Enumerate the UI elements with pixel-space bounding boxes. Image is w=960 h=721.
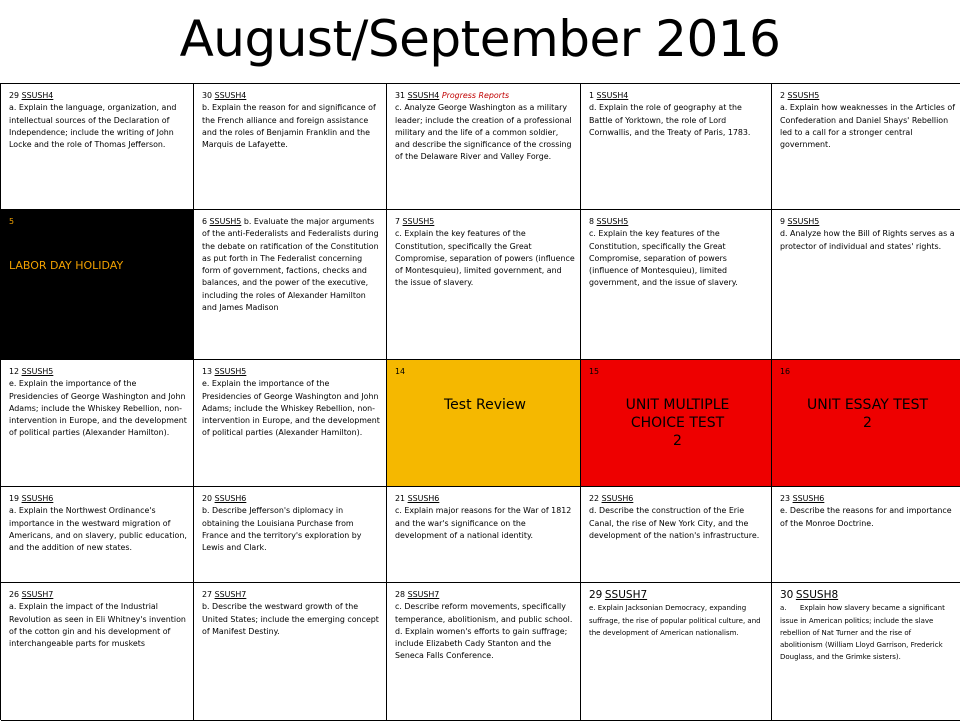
standard-code: SSUSH7 [407, 590, 440, 599]
day-cell-sep-21 [387, 487, 581, 583]
page-title: August/September 2016 [179, 10, 781, 68]
day-number: 1 [589, 91, 595, 100]
standard-text: a. Explain the Northwest Ordinance's importance in the westward migration of Americans, and on slavery, public education, and the addition of new states. [9, 506, 187, 553]
day-cell-sep-30 [772, 583, 960, 721]
day-cell-sep-27 [194, 583, 387, 721]
essay-test-label: UNIT ESSAY TEST 2 [806, 397, 929, 432]
standard-text: a. Explain the impact of the Industrial Revolution as seen in Eli Whitney's invention of the cotton gin and his development of interchangeable parts for muskets [9, 602, 186, 649]
day-cell-sep-5 [1, 210, 194, 360]
day-cell-aug-29 [1, 84, 194, 210]
standard-text: b. Evaluate the major arguments of the anti-Federalists and Federalists during the debate on ratification of the Constitution as put forth in The Federalist concerning form of government, factions, checks and balances, and the power of the executive, including the roles of Alexander Hamilton and James Madison [202, 217, 379, 313]
standard-text: d. Analyze how the Bill of Rights serves as a protector of individual and states' rights. [780, 229, 955, 251]
standard-text: b. Describe the westward growth of the United States; include the emerging concept of Manifest Destiny. [202, 602, 379, 636]
day-number: 7 [395, 217, 401, 226]
standard-text: e. Explain the importance of the Presidencies of George Washington and John Adams; include the Whiskey Rebellion, non-intervention in Europe, and the development of political parties (Alexander Hamilton). [202, 379, 380, 438]
progress-reports-note: Progress Reports [441, 91, 510, 100]
day-cell-sep-2 [772, 84, 960, 210]
day-number: 12 [9, 367, 20, 376]
day-number: 16 [780, 367, 791, 376]
standard-text: c. Explain the key features of the Constitution, specifically the Great Compromise, separation of powers (influence of Montesquieu), limited government, and the issue of slavery. [395, 229, 575, 288]
day-cell-sep-14 [387, 360, 581, 487]
standard-text: e. Explain Jacksonian Democracy, expanding suffrage, the rise of popular political culture, and the development of American nationalism. [589, 604, 761, 637]
day-cell-sep-8 [581, 210, 772, 360]
day-cell-sep-28 [387, 583, 581, 721]
standard-code: SSUSH6 [601, 494, 634, 503]
standard-code: SSUSH5 [214, 367, 247, 376]
standard-text: b. Describe Jefferson's diplomacy in obtaining the Louisiana Purchase from France and the territory's exploration by Lewis and Clark. [202, 506, 362, 553]
day-number: 14 [395, 367, 406, 376]
day-number: 30 [780, 589, 794, 601]
day-cell-sep-16 [772, 360, 960, 487]
day-number: 19 [9, 494, 20, 503]
day-cell-sep-19 [1, 487, 194, 583]
day-number: 30 [202, 91, 213, 100]
standard-code: SSUSH4 [21, 91, 54, 100]
multiple-choice-test-label: UNIT MULTIPLE CHOICE TEST 2 [625, 397, 730, 450]
day-number: 8 [589, 217, 595, 226]
standard-code: SSUSH6 [407, 494, 440, 503]
day-number: 22 [589, 494, 600, 503]
day-cell-sep-9 [772, 210, 960, 360]
day-number: 26 [9, 590, 20, 599]
standard-code: SSUSH5 [787, 217, 820, 226]
day-cell-sep-20 [194, 487, 387, 583]
day-cell-sep-15 [581, 360, 772, 487]
day-number: 9 [780, 217, 786, 226]
standard-text: e. Describe the reasons for and importance of the Monroe Doctrine. [780, 506, 952, 528]
day-number: 5 [9, 217, 15, 226]
standard-text: c. Explain the key features of the Constitution, specifically the Great Compromise, separation of powers (influence of Montesquieu), limited government, and the issue of slavery. [589, 229, 738, 288]
standard-text: c. Describe reform movements, specifically temperance, abolitionism, and public school. [395, 602, 573, 624]
day-cell-sep-12 [1, 360, 194, 487]
day-cell-sep-7 [387, 210, 581, 360]
day-cell-sep-29 [581, 583, 772, 721]
day-number: 15 [589, 367, 600, 376]
day-cell-sep-22 [581, 487, 772, 583]
day-cell-sep-26 [1, 583, 194, 721]
day-number: 29 [9, 91, 20, 100]
day-number: 31 [395, 91, 406, 100]
standard-code: SSUSH6 [792, 494, 825, 503]
day-number: 29 [589, 589, 603, 601]
day-number: 21 [395, 494, 406, 503]
holiday-label: LABOR DAY HOLIDAY [9, 259, 124, 273]
standard-code: SSUSH5 [787, 91, 820, 100]
day-number: 20 [202, 494, 213, 503]
day-cell-aug-31 [387, 84, 581, 210]
standard-code: SSUSH5 [21, 367, 54, 376]
standard-code: SSUSH6 [214, 494, 247, 503]
standard-text: e. Explain the importance of the Presidencies of George Washington and John Adams; include the Whiskey Rebellion, non-intervention in Europe, and the development of political parties (Alexander Hamilton). [9, 379, 187, 438]
standard-code: SSUSH4 [214, 91, 247, 100]
day-cell-aug-30 [194, 84, 387, 210]
standard-text-2: d. Explain women's efforts to gain suffrage; include Elizabeth Cady Stanton and the Seneca Falls Conference. [395, 626, 568, 661]
day-cell-sep-6 [194, 210, 387, 360]
standard-code: SSUSH7 [604, 589, 648, 601]
standard-text: a. Explain how slavery became a significant issue in American politics; include the slave rebellion of Nat Turner and the rise of abolitionism (William Lloyd Garrison, Frederick Douglass, and the Grimke sisters). [780, 604, 948, 662]
standard-text: d. Describe the construction of the Erie Canal, the rise of New York City, and the development of the nation's infrastructure. [589, 506, 760, 540]
standard-text: b. Explain the reason for and significance of the French alliance and foreign assistance and the roles of Benjamin Franklin and the Marquis de Lafayette. [202, 103, 376, 150]
standard-code: SSUSH7 [214, 590, 247, 599]
standard-code: SSUSH6 [21, 494, 54, 503]
standard-text: d. Explain the role of geography at the Battle of Yorktown, the role of Lord Cornwallis, and the Treaty of Paris, 1783. [589, 103, 751, 137]
test-review-label: Test Review [444, 397, 526, 414]
standard-text: a. Explain how weaknesses in the Articles of Confederation and Daniel Shays' Rebellion led to a call for a stronger central government. [780, 103, 955, 150]
standard-code: SSUSH4 [596, 91, 629, 100]
standard-text: c. Analyze George Washington as a military leader; include the creation of a professional military and the life of a common soldier, and describe the significance of the crossing of the Delaware River and Valley Forge. [395, 103, 572, 162]
day-cell-sep-23 [772, 487, 960, 583]
day-number: 23 [780, 494, 791, 503]
standard-text: c. Explain major reasons for the War of 1812 and the war's significance on the development of a national identity. [395, 506, 572, 540]
day-number: 27 [202, 590, 213, 599]
standard-code: SSUSH5 [596, 217, 629, 226]
standard-code: SSUSH5 [209, 217, 242, 226]
standard-code: SSUSH7 [21, 590, 54, 599]
day-cell-sep-13 [194, 360, 387, 487]
day-cell-sep-1 [581, 84, 772, 210]
day-number: 28 [395, 590, 406, 599]
standard-code: SSUSH8 [795, 589, 839, 601]
calendar-grid [0, 83, 960, 720]
standard-text: a. Explain the language, organization, and intellectual sources of the Declaration of Independence; include the writing of John Locke and the role of Thomas Jefferson. [9, 103, 177, 150]
day-number: 2 [780, 91, 786, 100]
day-number: 13 [202, 367, 213, 376]
standard-code: SSUSH4 [407, 91, 440, 100]
standard-code: SSUSH5 [402, 217, 435, 226]
day-number: 6 [202, 217, 208, 226]
